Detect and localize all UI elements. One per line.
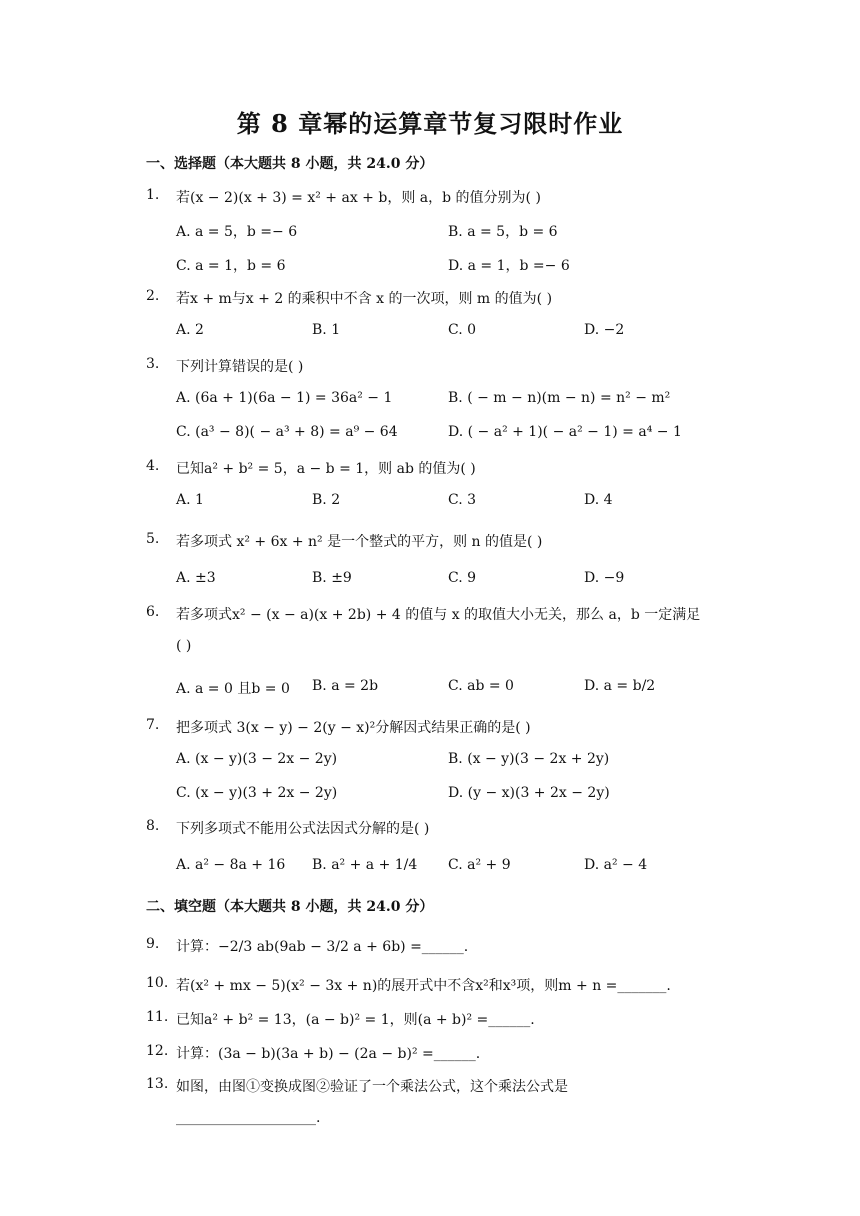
option-a: A. 1 xyxy=(176,492,204,508)
question-text: 若多项式 x² + 6x + n² 是一个整式的平方，则 n 的值是( ) xyxy=(176,534,543,550)
option-d: D. −2 xyxy=(584,322,625,338)
option-c: C. (x − y)(3 + 2x − 2y) xyxy=(176,785,338,801)
question-text: 若(x − 2)(x + 3) = x² + ax + b，则 a，b 的值分别为( ) xyxy=(176,190,541,206)
question-text: 计算：(3a − b)(3a + b) − (2a − b)² =______. xyxy=(176,1046,481,1062)
question-number: 10. xyxy=(146,975,169,991)
option-d: D. (y − x)(3 + 2x − 2y) xyxy=(448,785,610,801)
question-text: 若x + m与x + 2 的乘积中不含 x 的一次项，则 m 的值为( ) xyxy=(176,291,553,307)
page-title: 第 8 章幂的运算章节复习限时作业 xyxy=(236,109,624,138)
answer-blank: ____________________. xyxy=(176,1110,321,1126)
option-b: B. (x − y)(3 − 2x + 2y) xyxy=(448,751,610,767)
question-text: 若多项式x² − (x − a)(x + 2b) + 4 的值与 x 的取值大小无关，那么 a，b 一定满足 xyxy=(176,607,701,623)
section-heading-fill: 二、填空题（本大题共 8 小题，共 24.0 分） xyxy=(146,899,434,915)
option-b: B. 2 xyxy=(312,492,341,508)
option-d: D. −9 xyxy=(584,570,625,586)
option-d: D. 4 xyxy=(584,492,613,508)
question-number: 6. xyxy=(146,604,160,620)
option-a: A. ±3 xyxy=(176,570,216,586)
option-b: B. 1 xyxy=(312,322,341,338)
option-a: A. 2 xyxy=(176,322,204,338)
section-heading-choice: 一、选择题（本大题共 8 小题，共 24.0 分） xyxy=(146,156,434,172)
option-a: A. a = 0 且b = 0 xyxy=(176,681,290,697)
option-c: C. a² + 9 xyxy=(448,857,511,873)
question-number: 5. xyxy=(146,531,160,547)
option-c: C. 0 xyxy=(448,322,477,338)
option-c: C. a = 1，b = 6 xyxy=(176,258,286,274)
question-number: 12. xyxy=(146,1043,169,1059)
option-c: C. (a³ − 8)( − a³ + 8) = a⁹ − 64 xyxy=(176,424,398,440)
question-number: 2. xyxy=(146,288,160,304)
question-number: 9. xyxy=(146,936,160,952)
question-number: 8. xyxy=(146,818,160,834)
question-number: 11. xyxy=(146,1009,169,1025)
option-a: A. a² − 8a + 16 xyxy=(176,857,286,873)
question-number: 1. xyxy=(146,187,160,203)
question-text: 若(x² + mx − 5)(x² − 3x + n)的展开式中不含x²和x³项，则m + n =_______. xyxy=(176,978,671,994)
option-a: A. (x − y)(3 − 2x − 2y) xyxy=(176,751,338,767)
question-text: 下列计算错误的是( ) xyxy=(176,359,304,375)
option-d: D. ( − a² + 1)( − a² − 1) = a⁴ − 1 xyxy=(448,424,682,440)
option-b: B. ±9 xyxy=(312,570,352,586)
question-text-continued: ( ) xyxy=(176,638,192,654)
option-c: C. ab = 0 xyxy=(448,678,514,694)
question-text: 计算：−2/3 ab(9ab − 3/2 a + 6b) =______. xyxy=(176,939,469,955)
option-b: B. ( − m − n)(m − n) = n² − m² xyxy=(448,390,671,406)
question-text: 下列多项式不能用公式法因式分解的是( ) xyxy=(176,821,430,837)
option-b: B. a = 5，b = 6 xyxy=(448,224,558,240)
option-d: D. a = b/2 xyxy=(584,678,656,694)
option-c: C. 9 xyxy=(448,570,477,586)
option-a: A. (6a + 1)(6a − 1) = 36a² − 1 xyxy=(176,390,393,406)
question-number: 3. xyxy=(146,356,160,372)
question-number: 13. xyxy=(146,1076,169,1092)
option-b: B. a = 2b xyxy=(312,678,379,694)
question-text: 已知a² + b² = 13，(a − b)² = 1，则(a + b)² =______. xyxy=(176,1012,535,1028)
question-number: 7. xyxy=(146,717,160,733)
question-text: 如图，由图①变换成图②验证了一个乘法公式，这个乘法公式是 xyxy=(176,1079,568,1095)
option-d: D. a² − 4 xyxy=(584,857,648,873)
option-c: C. 3 xyxy=(448,492,477,508)
option-a: A. a = 5，b =− 6 xyxy=(176,224,298,240)
option-b: B. a² + a + 1/4 xyxy=(312,857,418,873)
option-d: D. a = 1，b =− 6 xyxy=(448,258,570,274)
question-number: 4. xyxy=(146,458,160,474)
question-text: 已知a² + b² = 5，a − b = 1，则 ab 的值为( ) xyxy=(176,461,476,477)
question-text: 把多项式 3(x − y) − 2(y − x)²分解因式结果正确的是( ) xyxy=(176,720,531,736)
